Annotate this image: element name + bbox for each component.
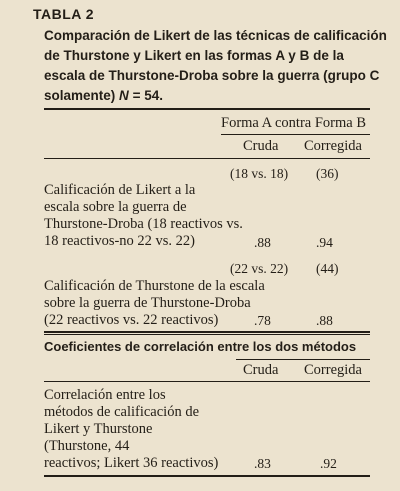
col-header-corregida: Corregida bbox=[304, 138, 362, 154]
section2-label-line-4: (Thurstone, 44 bbox=[44, 438, 130, 454]
middle-rule-1 bbox=[44, 331, 370, 333]
col-header-cruda: Cruda bbox=[243, 138, 279, 154]
group-header-rule bbox=[221, 134, 370, 135]
caption-last-prefix: solamente) bbox=[44, 88, 116, 103]
section2-col-header-cruda: Cruda bbox=[243, 362, 279, 378]
caption-n-symbol: N bbox=[119, 88, 129, 103]
row1-label-line-2: escala sobre la guerra de bbox=[44, 199, 187, 215]
row1-label-line-3: Thurstone-Droba (18 reactivos vs. bbox=[44, 216, 243, 232]
middle-rule-2 bbox=[44, 334, 370, 335]
row2-label-line-2: sobre la guerra de Thurstone-Droba bbox=[44, 295, 251, 311]
section2-label-line-2: métodos de calificación de bbox=[44, 404, 200, 420]
row1-value-cruda: .88 bbox=[254, 235, 271, 250]
row2-label-line-1: Calificación de Thurstone de la escala bbox=[44, 278, 265, 294]
header-rule bbox=[44, 158, 370, 159]
row1-count-corregida: (36) bbox=[316, 166, 339, 181]
caption-line-3: escala de Thurstone-Droba sobre la guerra (grupo C bbox=[44, 68, 380, 83]
row1-label-line-1: Calificación de Likert a la bbox=[44, 182, 196, 198]
row2-label-line-3: (22 reactivos vs. 22 reactivos) bbox=[44, 312, 219, 328]
caption-line-1: Comparación de Likert de las técnicas de calificación bbox=[44, 28, 387, 43]
row1-count-cruda: (18 vs. 18) bbox=[230, 166, 289, 181]
section2-value-cruda: .83 bbox=[254, 456, 271, 471]
table-label: TABLA 2 bbox=[33, 6, 95, 22]
top-rule bbox=[44, 108, 370, 110]
caption-n-value: = 54. bbox=[132, 88, 163, 103]
row1-value-corregida: .94 bbox=[316, 235, 333, 250]
row2-count-corregida: (44) bbox=[316, 261, 339, 276]
section2-label-line-3: Likert y Thurstone bbox=[44, 421, 153, 437]
caption-line-4 bbox=[44, 86, 163, 106]
bottom-rule bbox=[44, 475, 370, 477]
section2-value-corregida: .92 bbox=[320, 456, 337, 471]
row1-label-line-4: 18 reactivos-no 22 vs. 22) bbox=[44, 233, 196, 249]
row2-count-cruda: (22 vs. 22) bbox=[230, 261, 289, 276]
section2-col-header-corregida: Corregida bbox=[304, 362, 362, 378]
section2-title: Coeficientes de correlación entre los dos métodos bbox=[44, 339, 357, 354]
caption-line-2: de Thurstone y Likert en las formas A y B de la bbox=[44, 48, 344, 63]
section2-label-line-5: reactivos; Likert 36 reactivos) bbox=[44, 455, 219, 471]
section2-header-top-rule bbox=[236, 359, 370, 360]
row2-value-corregida: .88 bbox=[316, 313, 333, 328]
group-header: Forma A contra Forma B bbox=[221, 115, 366, 131]
section2-label-line-1: Correlación entre los bbox=[44, 387, 166, 403]
section2-header-rule bbox=[44, 381, 370, 382]
row2-value-cruda: .78 bbox=[254, 313, 271, 328]
